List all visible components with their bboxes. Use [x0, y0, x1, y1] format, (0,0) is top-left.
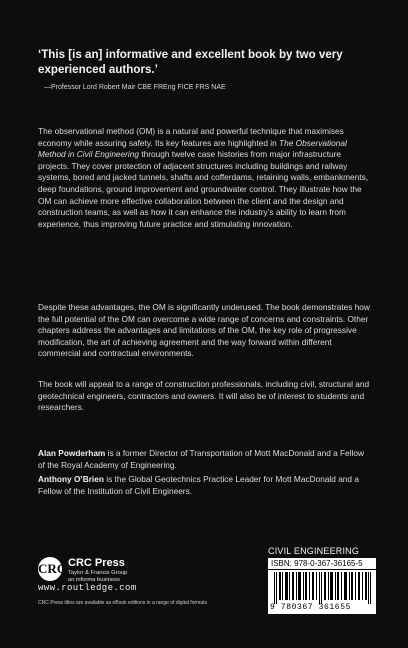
publisher-url: www.routledge.com [38, 583, 137, 593]
publisher-name: CRC Press [68, 557, 125, 569]
barcode-panel [268, 558, 376, 614]
author-bio-text-1: is a former Director of Transportation of Mott MacDonald and a Fellow of the Royal Academy of Engineering. [38, 448, 365, 470]
author-bios [38, 448, 372, 500]
subject-category: CIVIL ENGINEERING [268, 546, 360, 556]
barcode-digits: 9 780367 361655 [270, 603, 352, 612]
endorsement-attribution: —Professor Lord Robert Mair CBE FREng FICE FRS NAE [44, 84, 226, 91]
author-name-1: Alan Powderham [38, 448, 106, 458]
description-paragraph-3: The book will appeal to a range of construction professionals, including civil, structural and geotechnical engineers, contractors and owners. It will also be of interest to students and researchers. [38, 379, 370, 413]
author-bio-1 [38, 448, 372, 471]
author-bio-text-2: is the Global Geotechnics Practice Leader for Mott MacDonald and a Fellow of the Institution of Civil Engineers. [38, 474, 359, 496]
ebook-note: CRC Press titles are available as eBook editions in a range of digital formats [38, 600, 207, 606]
para1-rest: through twelve case histories from major infrastructure projects. They cover protection of adjacent structures including buildings and railway systems, bored and jacked tunnels, shafts and cofferdams, retaining walls, embankments, deep foundations, ground improvement and groundwater control. They illustrate how the OM can achieve more effective collaboration between the client and the design and construction teams, as well as how it can enhance the industry’s ability to learn from experience, thus improving future practice and stimulating innovation. [38, 149, 369, 229]
author-name-2: Anthony O’Brien [38, 474, 104, 485]
para1-intro: The observational method (OM) is a natural and powerful technique that maximises economy while assuring safety. Its key features are highlighted in [38, 126, 344, 148]
publisher-tagline: an informa business [68, 577, 120, 583]
description-paragraph-2: Despite these advantages, the OM is significantly underused. The book demonstrates how the full potential of the OM can overcome a wide range of concerns and constraints. Other chapters address the advantages and limitations of the OM, the key role of progressive modification, the art of achieving agreement and the way forward within different commercial and contractual environments. [38, 302, 370, 359]
crc-logo-icon: CRC [38, 557, 62, 581]
description-paragraph-1 [38, 126, 372, 230]
isbn-label: ISBN: 978-0-367-36165-5 [271, 559, 363, 568]
endorsement-quote: ‘This [is an] informative and excellent book by two very experienced authors.’ [38, 48, 343, 76]
publisher-logo [38, 555, 188, 605]
isbn-divider [268, 569, 376, 570]
author-bio-2 [38, 474, 372, 497]
publisher-group: Taylor & Francis Group [68, 570, 128, 576]
barcode-icon [274, 572, 372, 604]
book-title-italic: The Observational Method in Civil Engineering [38, 137, 347, 160]
